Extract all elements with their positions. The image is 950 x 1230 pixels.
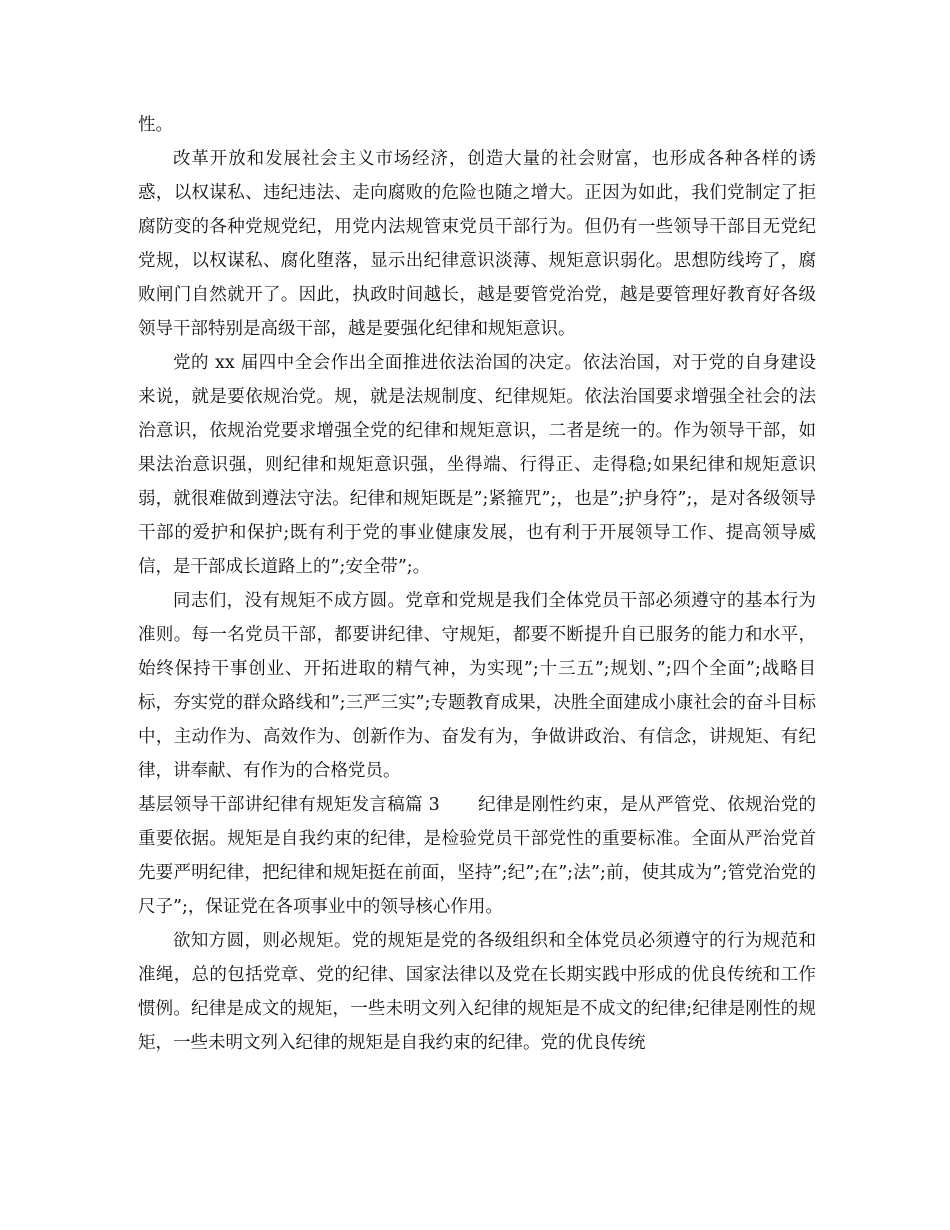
document-body <box>138 108 816 1060</box>
paragraph: 同志们，没有规矩不成方圆。党章和党规是我们全体党员干部必须遵守的基本行为准则。每一名党员干部，都要讲纪律、守规矩，都要不断提升自已服务的能力和水平，始终保持干事创业、开拓进取的精气神，为实现”;十三五”;规划、”;四个全面”;战略目标，夯实党的群众路线和”;三严三实”;专题教育成果，决胜全面建成小康社会的奋斗目标中，主动作为、高效作为、创新作为、奋发有为，争做讲政治、有信念，讲规矩、有纪律，讲奉献、有作为的合格党员。 <box>138 591 816 781</box>
section-paragraph: 纪律是刚性约束，是从严管党、依规治党的重要依据。规矩是自我约束的纪律，是检验党员干部党性的重要标准。全面从严治党首先要严明纪律，把纪律和规矩挺在前面，坚持”;纪”;在”;法”;前，使其成为”;管党治党的尺子”;，保证党在各项事业中的领导核心作用。 <box>138 795 816 917</box>
paragraph: 改革开放和发展社会主义市场经济，创造大量的社会财富，也形成各种各样的诱惑，以权谋私、违纪违法、走向腐败的危险也随之增大。正因为如此，我们党制定了拒腐防变的各种党规党纪，用党内法规管束党员干部行为。但仍有一些领导干部目无党纪党规，以权谋私、腐化堕落，显示出纪律意识淡薄、规矩意识弱化。思想防线垮了，腐败闸门自然就开了。因此，执政时间越长，越是要管党治党，越是要管理好教育好各级领导干部特别是高级干部，越是要强化纪律和规矩意识。 <box>138 149 816 339</box>
section-block <box>138 788 816 924</box>
section-title: 基层领导干部讲纪律有规矩发言稿篇 3 <box>138 795 440 815</box>
paragraph-fragment: 性。 <box>138 115 173 135</box>
paragraph: 欲知方圆，则必规矩。党的规矩是党的各级组织和全体党员必须遵守的行为规范和准绳，总的包括党章、党的纪律、国家法律以及党在长期实践中形成的优良传统和工作惯例。纪律是成文的规矩，一些未明文列入纪律的规矩是不成文的纪律;纪律是刚性的规矩，一些未明文列入纪律的规矩是自我约束的纪律。党的优良传统 <box>138 931 816 1053</box>
paragraph: 党的 xx 届四中全会作出全面推进依法治国的决定。依法治国，对于党的自身建设来说，就是要依规治党。规，就是法规制度、纪律规矩。依法治国要求增强全社会的法治意识，依规治党要求增强全党的纪律和规矩意识，二者是统一的。作为领导干部，如果法治意识强，则纪律和规矩意识强，坐得端、行得正、走得稳;如果纪律和规矩意识弱，就很难做到遵法守法。纪律和规矩既是”;紧箍咒”;，也是”;护身符”;，是对各级领导干部的爱护和保护;既有利于党的事业健康发展，也有利于开展领导工作、提高领导威信，是干部成长道路上的”;安全带”;。 <box>138 353 816 577</box>
